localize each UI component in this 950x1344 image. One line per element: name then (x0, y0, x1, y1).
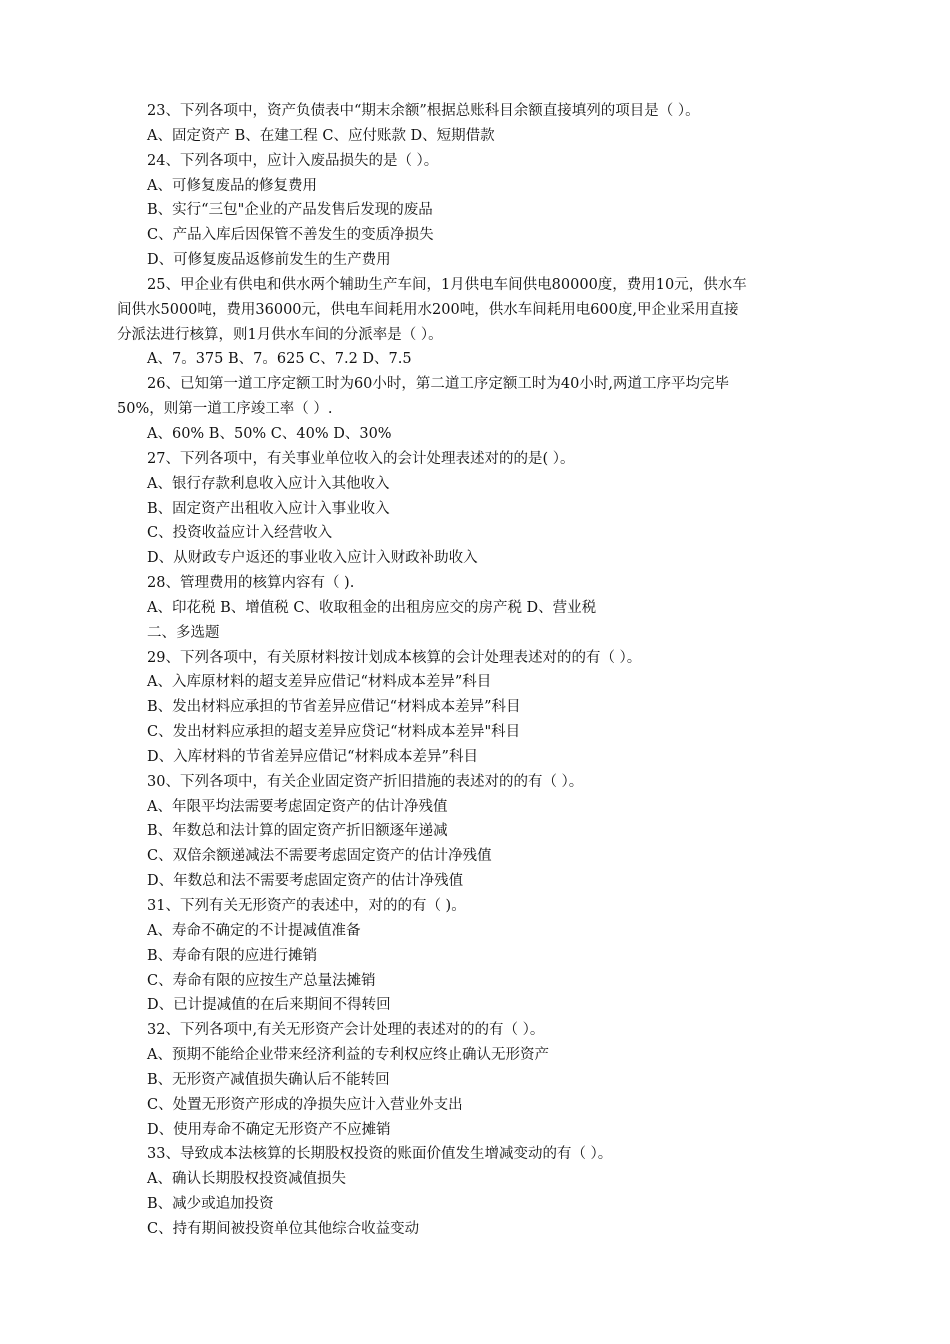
document-body (117, 99, 837, 1242)
text-line: C、产品入库后因保管不善发生的变质净损失 (147, 227, 434, 244)
text-line: B、实行“三包"企业的产品发售后发现的废品 (147, 202, 433, 219)
text-line: 26、已知第一道工序定额工时为60小时，第二道工序定额工时为40小时,两道工序平均完毕 (147, 376, 729, 393)
text-line: 29、下列各项中，有关原材料按计划成本核算的会计处理表述对的的有（ ）。 (147, 649, 642, 666)
text-line: C、发出材料应承担的超支差异应贷记“材料成本差异"科目 (147, 724, 521, 741)
text-line: A、7。375 B、7。625 C、7.2 D、7.5 (147, 351, 412, 368)
text-line: A、可修复废品的修复费用 (147, 177, 317, 194)
text-line: B、固定资产出租收入应计入事业收入 (147, 500, 390, 517)
text-line: A、预期不能给企业带来经济利益的专利权应终止确认无形资产 (147, 1047, 549, 1064)
text-line: A、印花税 B、增值税 C、收取租金的出租房应交的房产税 D、营业税 (147, 599, 597, 616)
text-line: 33、导致成本法核算的长期股权投资的账面价值发生增减变动的有（ ）。 (147, 1146, 613, 1163)
text-line: B、发出材料应承担的节省差异应借记“材料成本差异”科目 (147, 699, 521, 716)
text-line: 32、下列各项中,有关无形资产会计处理的表述对的的有（ ）。 (147, 1022, 545, 1039)
text-line: D、可修复废品返修前发生的生产费用 (147, 252, 391, 269)
text-line: A、银行存款利息收入应计入其他收入 (147, 475, 390, 492)
text-line: 二、多选题 (147, 624, 220, 641)
text-line: A、年限平均法需要考虑固定资产的估计净残值 (147, 798, 448, 815)
text-line: 分派法进行核算，则1月供水车间的分派率是（ ）。 (117, 326, 443, 343)
text-line: A、60% B、50% C、40% D、30% (147, 425, 392, 442)
text-line: B、年数总和法计算的固定资产折旧额逐年递减 (147, 823, 448, 840)
text-line: A、入库原材料的超支差异应借记“材料成本差异”科目 (147, 674, 492, 691)
text-line: D、年数总和法不需要考虑固定资产的估计净残值 (147, 873, 464, 890)
text-line: 28、管理费用的核算内容有（ ). (147, 575, 355, 592)
text-line: A、固定资产 B、在建工程 C、应付账款 D、短期借款 (147, 127, 495, 144)
text-line: C、持有期间被投资单位其他综合收益变动 (147, 1220, 420, 1237)
text-line: D、入库材料的节省差异应借记“材料成本差异”科目 (147, 748, 478, 765)
text-line: C、寿命有限的应按生产总量法摊销 (147, 972, 376, 989)
text-line: 23、下列各项中，资产负债表中“期末余额”根据总账科目余额直接填列的项目是（ ）。 (147, 103, 700, 119)
text-line: B、减少或追加投资 (147, 1196, 274, 1213)
text-line: B、寿命有限的应进行摊销 (147, 947, 318, 964)
text-line: 24、下列各项中，应计入废品损失的是（ ）。 (147, 152, 439, 169)
text-line: D、从财政专户返还的事业收入应计入财政补助收入 (147, 550, 478, 567)
text-line: C、双倍余额递减法不需要考虑固定资产的估计净残值 (147, 848, 492, 865)
text-line: A、确认长期股权投资减值损失 (147, 1171, 346, 1188)
text-line: C、投资收益应计入经营收入 (147, 525, 333, 542)
text-line: 30、下列各项中，有关企业固定资产折旧措施的表述对的的有（ ）。 (147, 773, 584, 790)
text-line: 27、下列各项中，有关事业单位收入的会计处理表述对的的是( ）。 (147, 450, 575, 467)
text-line: 间供水5000吨，费用36000元，供电车间耗用水200吨，供水车间耗用电600度,甲企业采用直接 (117, 301, 739, 318)
text-line: B、无形资产减值损失确认后不能转回 (147, 1071, 390, 1088)
text-line: C、处置无形资产形成的净损失应计入营业外支出 (147, 1096, 463, 1113)
text-line: 25、甲企业有供电和供水两个辅助生产车间，1月供电车间供电80000度，费用10元，供水车 (147, 276, 747, 293)
text-line: 31、下列有关无形资产的表述中，对的的有（ )。 (147, 898, 466, 914)
text-line: 50%，则第一道工序竣工率（ ）. (117, 401, 333, 418)
text-line: D、使用寿命不确定无形资产不应摊销 (147, 1121, 391, 1138)
text-line: D、已计提减值的在后来期间不得转回 (147, 997, 391, 1014)
text-line: A、寿命不确定的不计提减值准备 (147, 922, 361, 939)
